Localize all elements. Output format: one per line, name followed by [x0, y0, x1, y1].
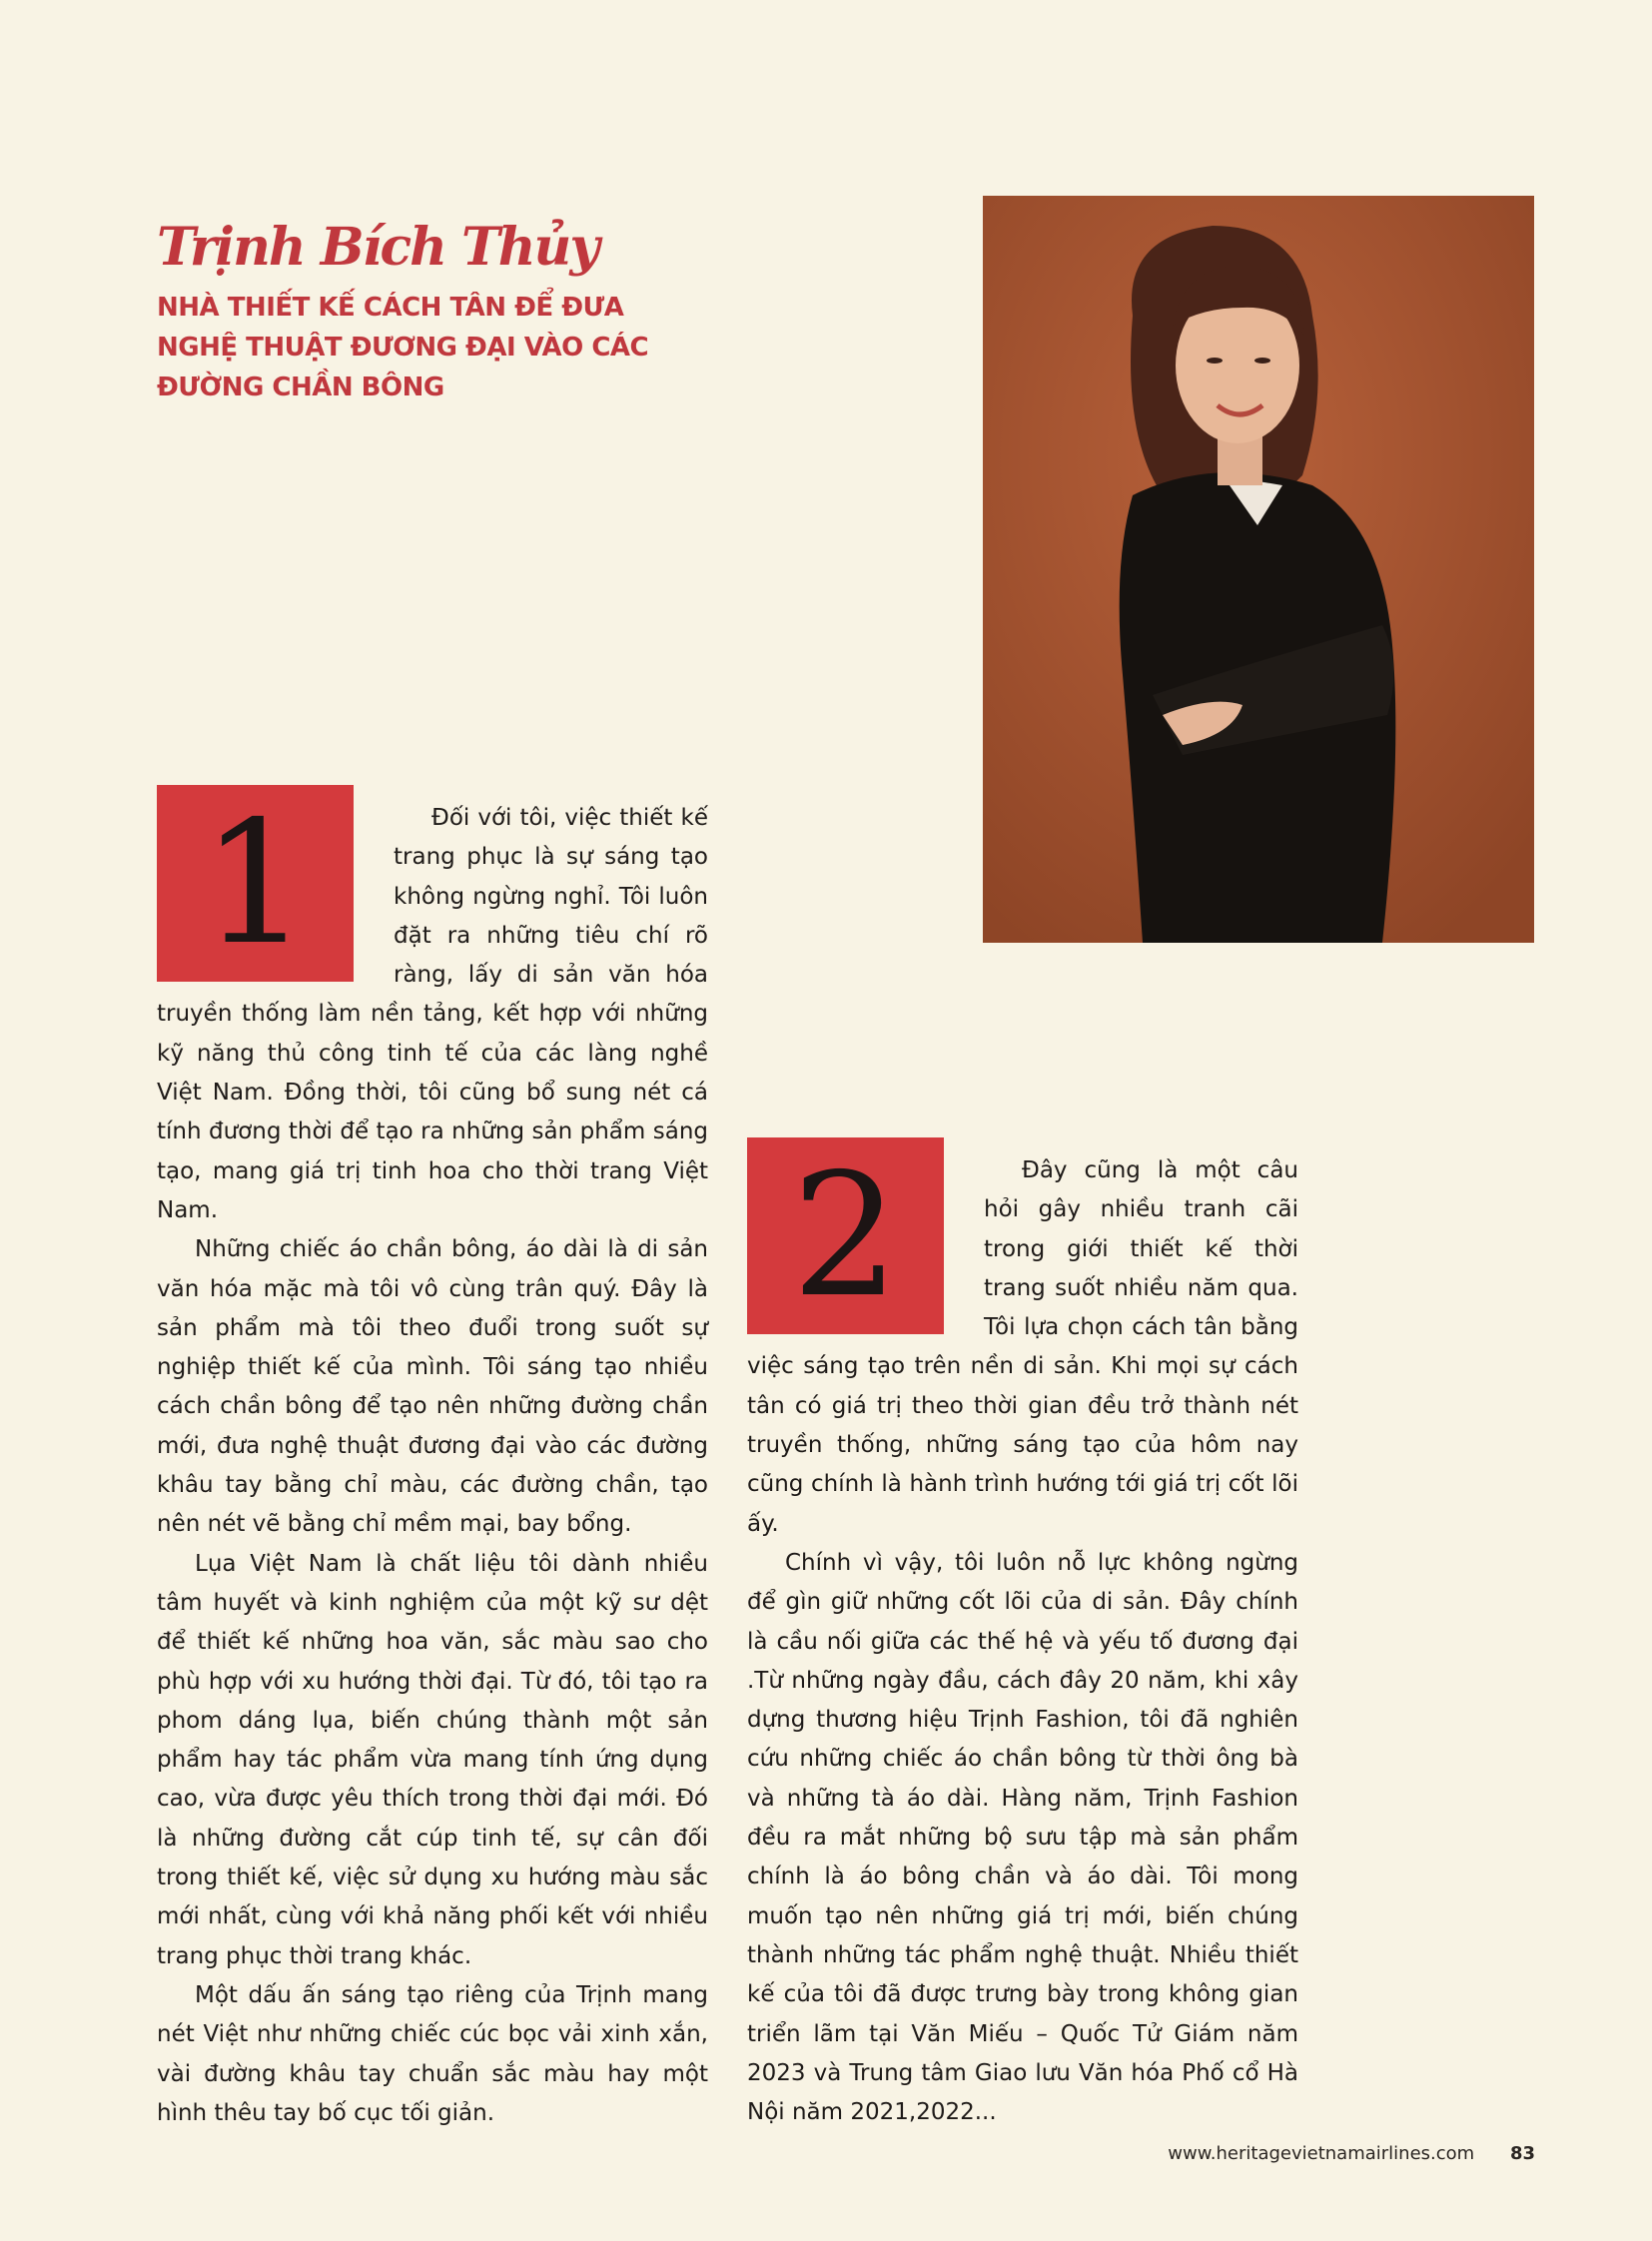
paragraph: Đối với tôi, việc thiết kế trang phục là sự sáng tạo không ngừng nghỉ. Tôi luôn đặt ra những tiêu chí rõ ràng, lấy di sản văn hóa truyền thống làm nền tảng, kết hợp với những kỹ năng thủ công tinh tế của các làng nghề Việt Nam. Đồng thời, tôi cũng bổ sung nét cá tính đương thời để tạo ra những sản phẩm sáng tạo, mang giá trị tinh hoa cho thời trang Việt Nam.	[157, 805, 708, 1223]
designer-portrait-photo	[983, 196, 1534, 943]
page-footer	[1168, 2143, 1535, 2164]
page-number: 83	[1509, 2143, 1535, 2164]
article-header	[157, 217, 676, 407]
paragraph: Những chiếc áo chần bông, áo dài là di sản văn hóa mặc mà tôi vô cùng trân quý. Đây là sản phẩm mà tôi theo đuổi trong suốt sự nghiệp thiết kế của mình. Tôi sáng tạo nhiều cách chần bông để tạo nên những đường chần mới, đưa nghệ thuật đương đại vào các đường khâu tay bằng chỉ màu, các đường chần, tạo nên nét vẽ bằng chỉ mềm mại, bay bổng.	[157, 1236, 708, 1538]
website-url: www.heritagevietnamairlines.com	[1168, 2143, 1475, 2164]
column-section-2	[747, 1136, 1298, 2132]
article-headline: NHÀ THIẾT KẾ CÁCH TÂN ĐỂ ĐƯA NGHỆ THUẬT ĐƯƠNG ĐẠI VÀO CÁC ĐƯỜNG CHẦN BÔNG	[157, 293, 649, 402]
portrait-illustration	[983, 196, 1534, 943]
author-name: Trịnh Bích Thủy	[157, 217, 598, 278]
section-number-box: 2	[747, 1137, 944, 1334]
paragraph: Lụa Việt Nam là chất liệu tôi dành nhiều tâm huyết và kinh nghiệm của một kỹ sư dệt để thiết kế những hoa văn, sắc màu sao cho phù hợp với xu hướng thời đại. Từ đó, tôi tạo ra phom dáng lụa, biến chúng thành một sản phẩm hay tác phẩm vừa mang tính ứng dụng cao, vừa được yêu thích trong thời đại mới. Đó là những đường cắt cúp tinh tế, sự cân đối trong thiết kế, việc sử dụng xu hướng màu sắc mới nhất, cùng với khả năng phối kết với nhiều trang phục thời trang khác.	[157, 1550, 708, 1969]
paragraph: Đây cũng là một câu hỏi gây nhiều tranh cãi trong giới thiết kế thời trang suốt nhiều năm qua. Tôi lựa chọn cách tân bằng việc sáng tạo trên nền di sản. Khi mọi sự cách tân có giá trị theo thời gian đều trở thành nét truyền thống, những sáng tạo của hôm nay cũng chính là hành trình hướng tới giá trị cốt lõi ấy.	[747, 1157, 1298, 1537]
section-number-box: 1	[157, 785, 354, 982]
paragraph: Một dấu ấn sáng tạo riêng của Trịnh mang nét Việt như những chiếc cúc bọc vải xinh xắn, vài đường khâu tay chuẩn sắc màu hay một hình thêu tay bố cục tối giản.	[157, 1981, 708, 2126]
column-section-1	[157, 784, 708, 2133]
paragraph: Chính vì vậy, tôi luôn nỗ lực không ngừng để gìn giữ những cốt lõi của di sản. Đây chính là cầu nối giữa các thế hệ và yếu tố đương đại .Từ những ngày đầu, cách đây 20 năm, khi xây dựng thương hiệu Trịnh Fashion, tôi đã nghiên cứu những chiếc áo chần bông từ thời ông bà và những tà áo dài. Hàng năm, Trịnh Fashion đều ra mắt những bộ sưu tập mà sản phẩm chính là áo bông chần và áo dài. Tôi mong muốn tạo nên những giá trị mới, biến chúng thành những tác phẩm nghệ thuật. Nhiều thiết kế của tôi đã được trưng bày trong không gian triển lãm tại Văn Miếu – Quốc Tử Giám năm 2023 và Trung tâm Giao lưu Văn hóa Phố cổ Hà Nội năm 2021,2022...	[747, 1549, 1298, 2126]
